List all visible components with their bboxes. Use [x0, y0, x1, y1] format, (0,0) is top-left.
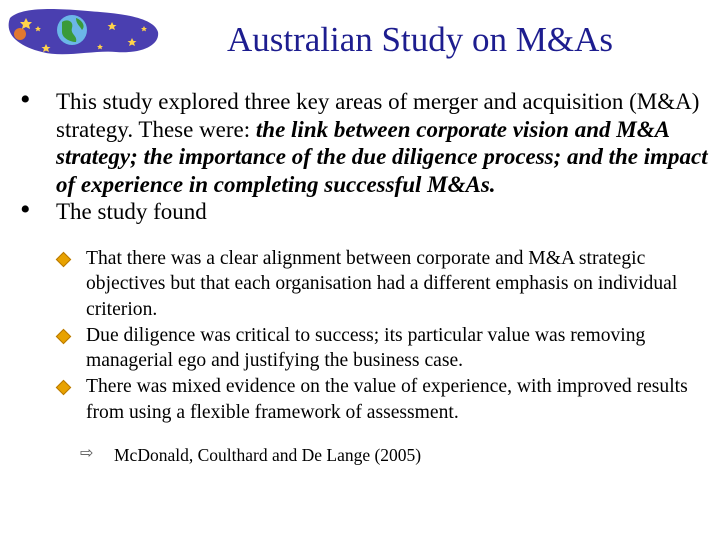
sub-bullet-list: [56, 246, 710, 426]
sub-bullet-item: [56, 323, 710, 374]
bullet-item: [20, 83, 710, 198]
sub-bullet-item: [56, 246, 710, 323]
sub-bullet-text: There was mixed evidence on the value of experience, with improved results from using a flexible framework of assessment.: [86, 376, 688, 423]
bullet-dot-icon: •: [20, 193, 31, 226]
sub-bullet-item: [56, 374, 710, 425]
citation-text: McDonald, Coulthard and De Lange (2005): [114, 445, 422, 466]
diamond-bullet-icon: [56, 328, 72, 344]
diamond-bullet-icon: [56, 251, 72, 267]
bullet-text: The study found: [56, 199, 207, 224]
bullet-dot-icon: •: [20, 83, 31, 116]
arrow-right-icon: ⇨: [80, 445, 94, 463]
bullet-item: [20, 193, 710, 226]
sub-bullet-text: That there was a clear alignment between corporate and M&A strategic objectives but that each organisation had a different emphasis on individual criterion.: [86, 247, 678, 320]
bullet-list: [20, 83, 710, 467]
bullet-text: This study explored three key areas of merger and acquisition (M&A) strategy. These were:: [56, 89, 700, 142]
bullet-emphasis: the link between corporate vision and M&A strategy; the importance of the due diligence process; and the impact of experience in completing successful M&As.: [56, 116, 708, 197]
globe-stars-icon: [4, 4, 162, 60]
citation-item: [80, 443, 710, 467]
slide-title: Australian Study on M&As: [227, 20, 613, 59]
globe-logo: [4, 4, 162, 60]
sub-bullet-text: Due diligence was critical to success; its particular value was removing managerial ego and justifying the business case.: [86, 324, 646, 372]
diamond-bullet-icon: [56, 380, 72, 396]
